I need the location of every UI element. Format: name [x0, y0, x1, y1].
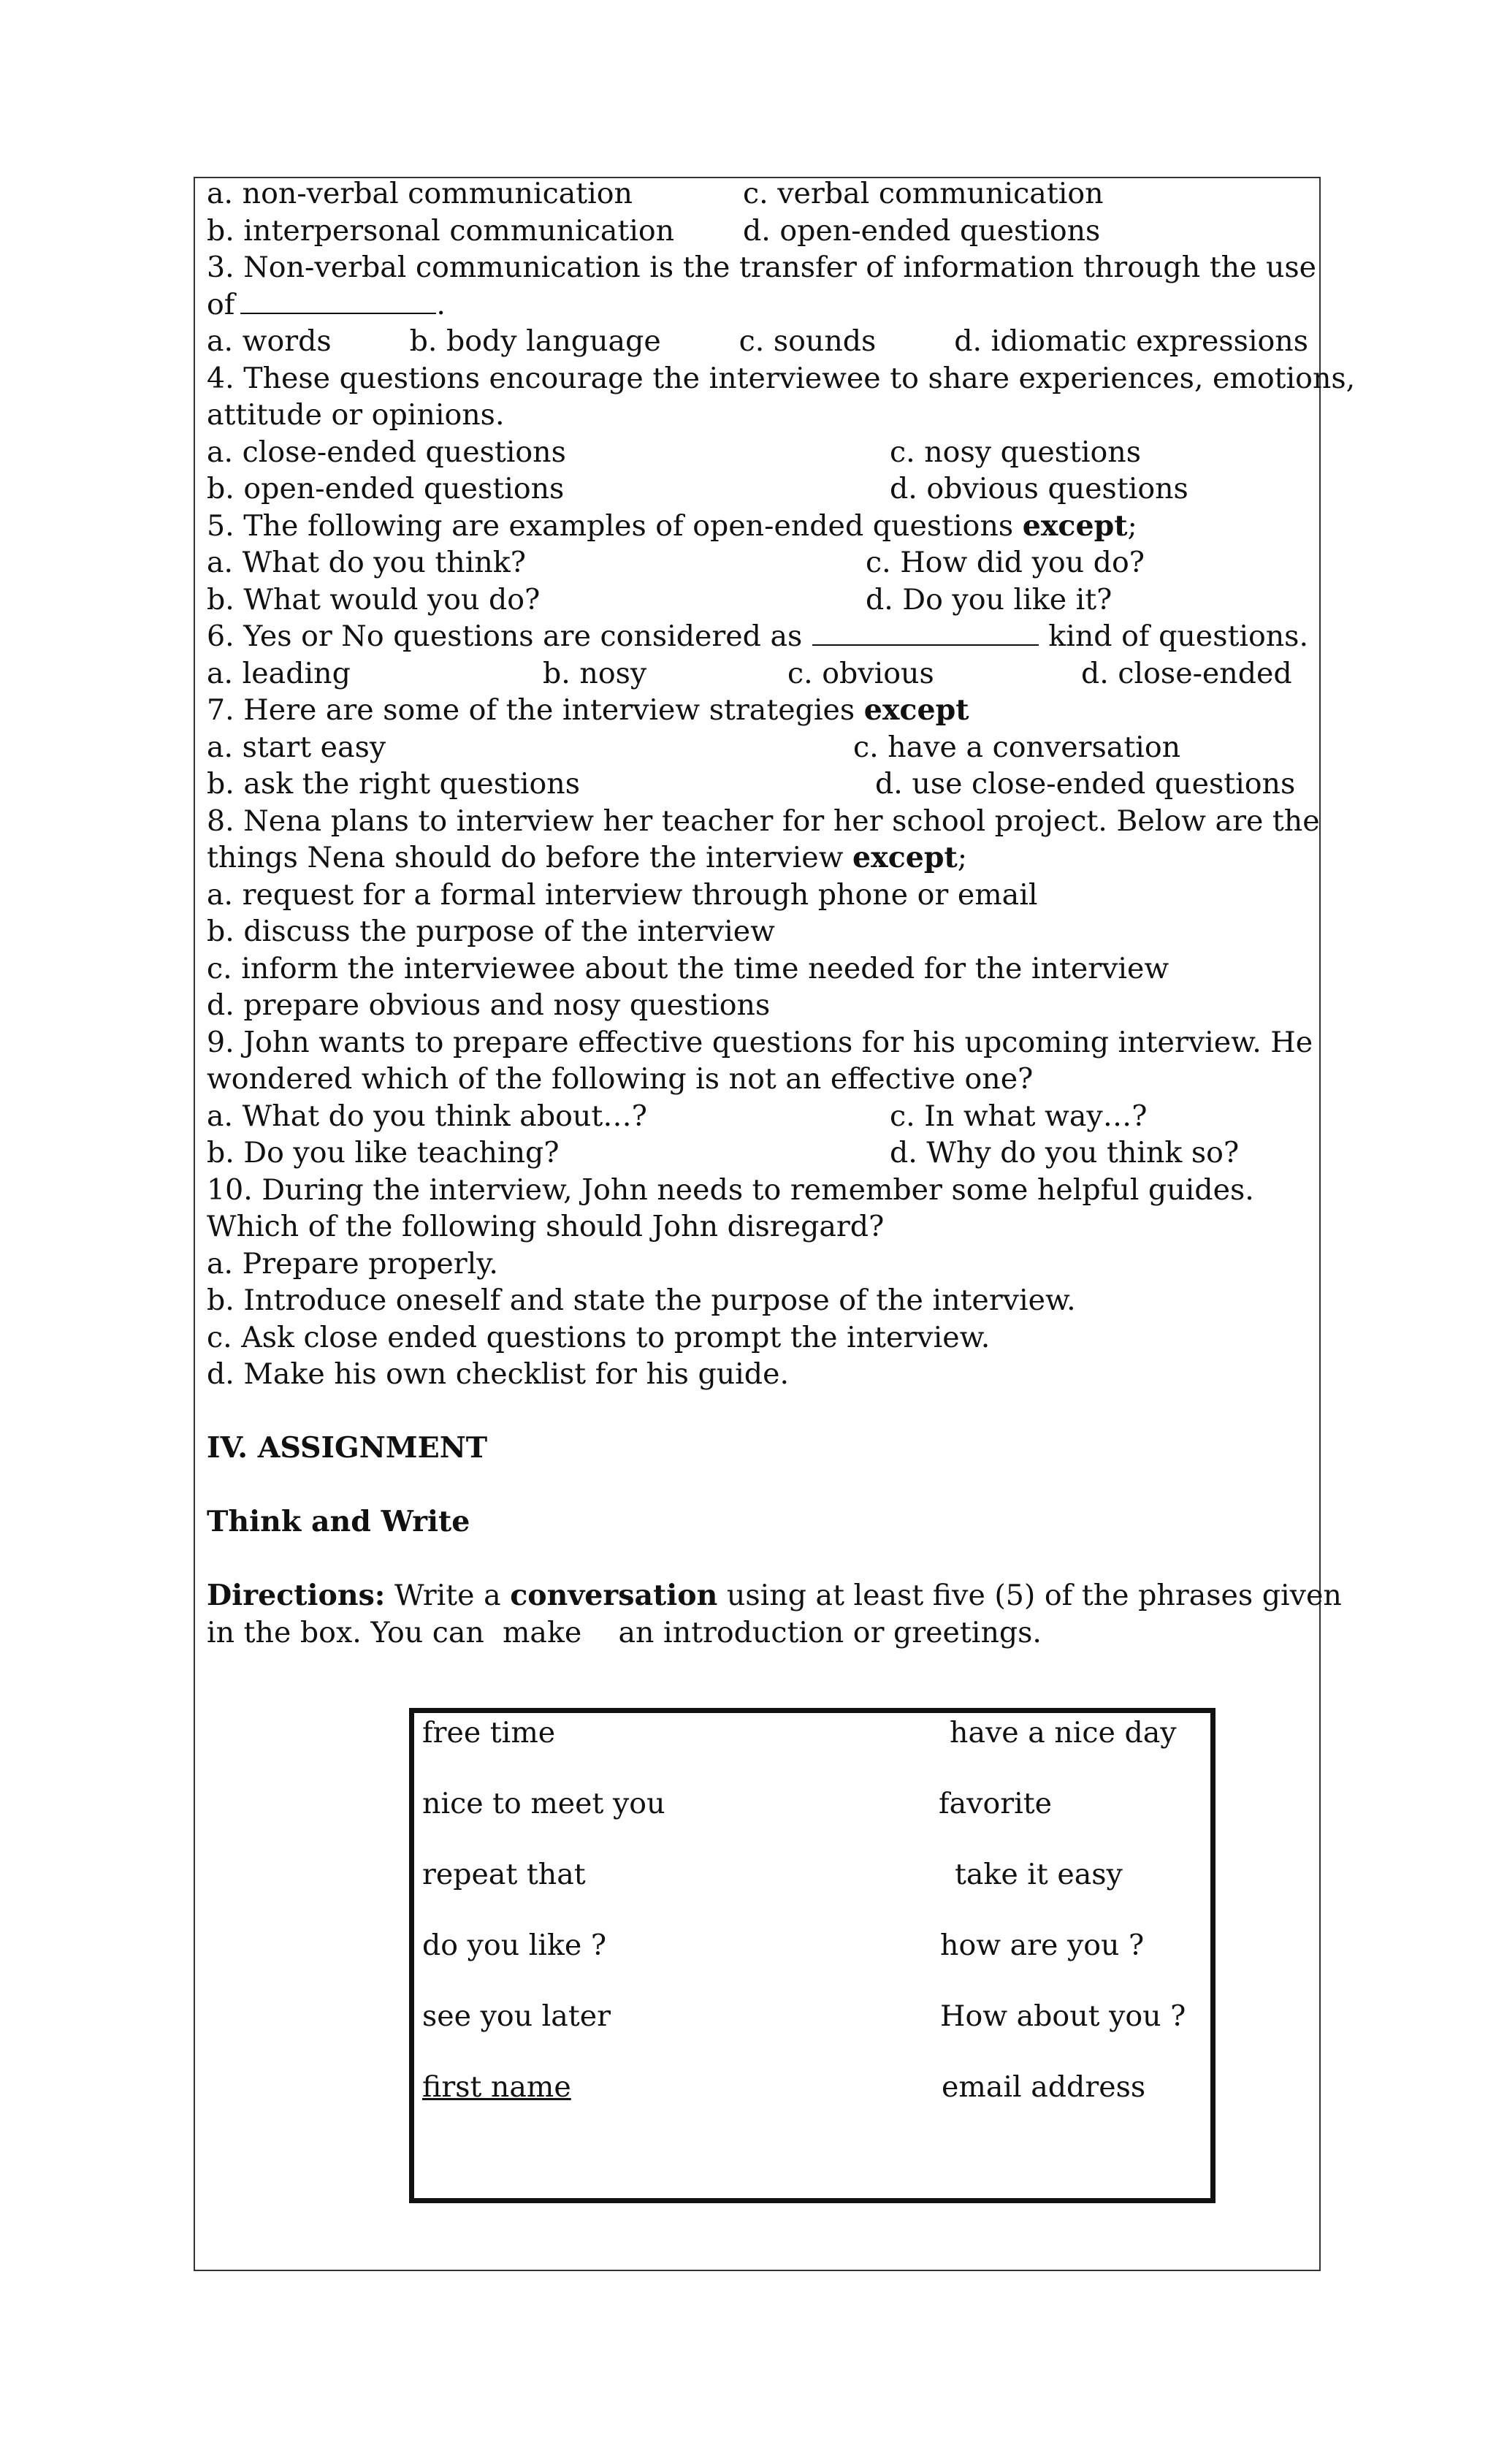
q2-options-row-1	[207, 175, 1308, 213]
q7-option-a: a. start easy	[207, 730, 386, 764]
q10-option-d-text: d. Make his own checklist for his guide.	[207, 1357, 790, 1391]
q5-option-a: a. What do you think?	[207, 546, 526, 579]
answer-blank	[240, 286, 436, 314]
q3-text: 3. Non-verbal communication is the transfer of information through the use	[207, 251, 1317, 284]
q9-option-a: a. What do you think about…?	[207, 1099, 647, 1133]
q2-option-b: b. interpersonal communication	[207, 213, 675, 248]
q6-suffix: kind of questions.	[1048, 619, 1309, 653]
answer-blank	[812, 618, 1039, 646]
q8-option-c	[207, 950, 1308, 988]
q4-question-line-1	[207, 360, 1356, 397]
q5-option-c: c. How did you do?	[866, 546, 1145, 579]
phrase-do-you-like: do you like ?	[422, 1929, 607, 1962]
q4-option-b: b. open-ended questions	[207, 472, 565, 506]
q10-option-a-text: a. Prepare properly.	[207, 1246, 498, 1281]
q5-question	[207, 508, 1308, 545]
q10-option-c	[207, 1319, 1308, 1357]
directions-label: Directions:	[207, 1579, 386, 1612]
q4-text-1: 4. These questions encourage the interviewee to share experiences, emotions,	[207, 361, 1356, 395]
q6-option-d: d. close-ended	[1081, 656, 1292, 690]
q5-text: 5. The following are examples of open-ended questions	[207, 508, 1023, 543]
q5-options-row-1	[207, 544, 1308, 581]
q8-end: ;	[957, 841, 968, 874]
phrase-how-are-you: how are you ?	[940, 1929, 1145, 1962]
q9-option-c: c. In what way…?	[890, 1099, 1148, 1133]
q2-options-row-2	[207, 213, 1308, 250]
q10-question-line-1	[207, 1172, 1308, 1209]
quiz-content	[207, 175, 1356, 1649]
q3-option-c: c. sounds	[739, 324, 877, 358]
q3-option-a: a. words	[207, 324, 332, 358]
q8-option-d-text: d. prepare obvious and nosy questions	[207, 988, 771, 1022]
assignment-heading-text: IV. ASSIGNMENT	[207, 1431, 488, 1465]
q8-option-c-text: c. inform the interviewee about the time needed for the interview	[207, 951, 1169, 985]
q10-option-b	[207, 1282, 1308, 1319]
q4-option-c: c. nosy questions	[890, 435, 1141, 469]
q2-option-d: d. open-ended questions	[743, 213, 1101, 248]
q8-text-2: things Nena should do before the interview	[207, 841, 853, 874]
q9-option-d: d. Why do you think so?	[890, 1136, 1240, 1170]
q5-end: ;	[1127, 508, 1137, 543]
phrase-how-about-you: How about you ?	[940, 1999, 1186, 2033]
q10-question-line-2	[207, 1208, 1308, 1246]
q6-question	[207, 618, 1308, 655]
q7-option-d: d. use close-ended questions	[875, 767, 1296, 801]
q4-options-row-2	[207, 470, 1308, 508]
q6-option-a: a. leading	[207, 656, 351, 690]
q3-question-line-1	[207, 249, 1317, 286]
q8-option-b	[207, 913, 1308, 950]
phrase-free-time: free time	[422, 1716, 556, 1750]
phrase-have-a-nice-day: have a nice day	[950, 1716, 1177, 1750]
q2-option-c: c. verbal communication	[743, 177, 1104, 210]
q6-options	[207, 655, 1308, 693]
directions-line-1	[207, 1577, 1342, 1614]
directions-text-3: in the box. You can make an introduction or greetings.	[207, 1615, 1042, 1649]
q5-except: except	[1022, 508, 1128, 543]
q4-question-line-2	[207, 397, 1308, 434]
q8-option-b-text: b. discuss the purpose of the interview	[207, 915, 775, 948]
q9-options-row-2	[207, 1134, 1308, 1172]
q4-text-2: attitude or opinions.	[207, 398, 505, 432]
q7-question	[207, 692, 1308, 729]
phrase-box	[409, 1708, 1216, 2203]
directions-text-2: using at least five (5) of the phrases given	[717, 1579, 1342, 1612]
q9-question-line-1	[207, 1024, 1313, 1061]
q2-option-a: a. non-verbal communication	[207, 177, 633, 210]
q9-text-1: 9. John wants to prepare effective questions for his upcoming interview. He	[207, 1025, 1313, 1059]
q6-prefix: 6. Yes or No questions are considered as	[207, 619, 803, 653]
q4-options-row-1	[207, 434, 1308, 471]
q3-option-d: d. idiomatic expressions	[954, 324, 1308, 358]
q4-option-d: d. obvious questions	[890, 472, 1188, 506]
q8-option-a-text: a. request for a formal interview through phone or email	[207, 877, 1038, 912]
q5-option-d: d. Do you like it?	[866, 582, 1113, 617]
q8-except: except	[852, 841, 958, 874]
q7-option-b: b. ask the right questions	[207, 767, 580, 801]
q3-prefix: of	[207, 287, 235, 321]
q3-option-b: b. body language	[409, 324, 661, 358]
phrase-email-address: email address	[942, 2070, 1146, 2104]
q5-option-b: b. What would you do?	[207, 582, 541, 617]
q3-options	[207, 323, 1308, 360]
phrase-see-you-later: see you later	[422, 1999, 611, 2033]
q10-option-d	[207, 1356, 1308, 1393]
q6-option-c: c. obvious	[787, 656, 934, 690]
q8-question-line-2	[207, 839, 1308, 877]
q10-option-c-text: c. Ask close ended questions to prompt the interview.	[207, 1320, 991, 1354]
q7-options-row-2	[207, 766, 1308, 803]
assignment-subheading	[207, 1503, 1308, 1541]
q8-option-d	[207, 987, 1308, 1024]
q7-option-c: c. have a conversation	[853, 730, 1181, 764]
directions-bold: conversation	[510, 1579, 718, 1612]
q5-options-row-2	[207, 581, 1308, 619]
phrase-first-name: first name	[422, 2070, 571, 2104]
q7-text: 7. Here are some of the interview strategies	[207, 693, 864, 727]
q3-suffix: .	[436, 287, 446, 321]
q10-text-1: 10. During the interview, John needs to remember some helpful guides.	[207, 1172, 1254, 1207]
q8-text-1: 8. Nena plans to interview her teacher for her school project. Below are the	[207, 804, 1320, 838]
q8-question-line-1	[207, 803, 1320, 840]
q7-options-row-1	[207, 729, 1308, 766]
q6-option-b: b. nosy	[543, 656, 647, 690]
q3-question-line-2	[207, 286, 1308, 324]
q9-question-line-2	[207, 1061, 1308, 1098]
q9-text-2: wondered which of the following is not an effective one?	[207, 1062, 1034, 1096]
phrase-take-it-easy: take it easy	[955, 1858, 1123, 1891]
phrase-nice-to-meet-you: nice to meet you	[422, 1787, 665, 1820]
assignment-heading	[207, 1430, 1308, 1467]
phrase-repeat-that: repeat that	[422, 1858, 586, 1891]
q7-except: except	[863, 693, 969, 727]
q9-options-row-1	[207, 1098, 1308, 1135]
q9-option-b: b. Do you like teaching?	[207, 1136, 560, 1170]
q10-option-b-text: b. Introduce oneself and state the purpose of the interview.	[207, 1284, 1076, 1317]
phrase-favorite: favorite	[939, 1787, 1053, 1820]
q10-text-2: Which of the following should John disregard?	[207, 1210, 885, 1243]
assignment-subheading-text: Think and Write	[207, 1505, 470, 1538]
q8-option-a	[207, 877, 1308, 914]
directions-text-1: Write a	[385, 1579, 511, 1612]
directions-line-2	[207, 1614, 1308, 1647]
q10-option-a	[207, 1246, 1308, 1283]
q4-option-a: a. close-ended questions	[207, 435, 566, 469]
